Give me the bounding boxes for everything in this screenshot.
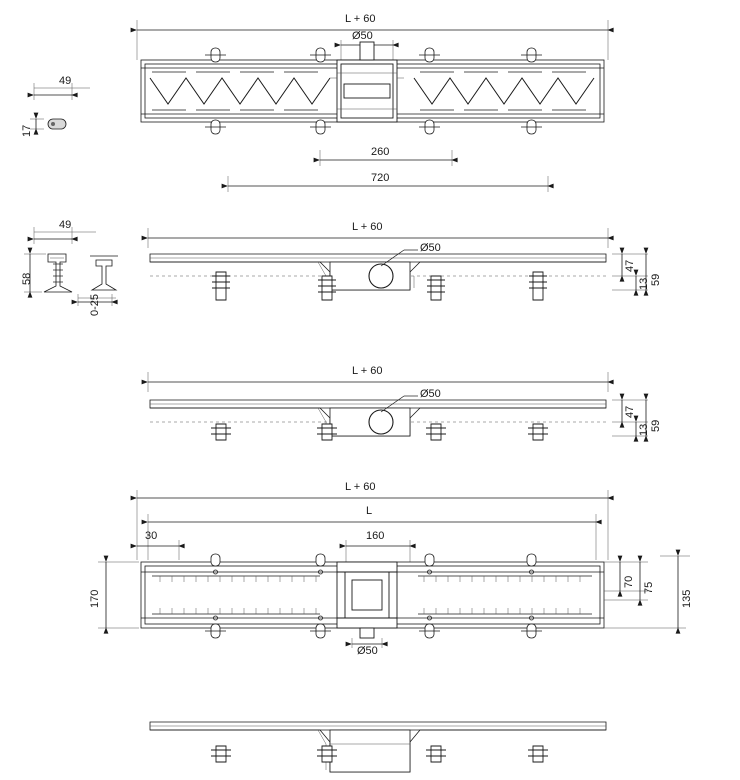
label-v2-overall: L + 60 [352, 221, 383, 233]
label-v1-left-offset: 49 [59, 75, 72, 87]
label-v4-right-135: 135 [681, 589, 693, 608]
label-v2-right-47: 47 [624, 259, 636, 272]
label-v4-overall: L + 60 [345, 481, 376, 493]
label-v4-outlet: Ø50 [357, 645, 378, 657]
label-v2-leg-height: 58 [21, 272, 33, 285]
label-v2-right-13: 13 [638, 277, 650, 290]
dim-line-v4-160 [346, 540, 410, 562]
label-v4-right-70: 70 [623, 575, 635, 588]
dim-line-v4-30 [137, 540, 179, 560]
label-v2-right-59: 59 [650, 273, 662, 286]
label-v4-length: L [366, 505, 373, 517]
label-v4-left-30: 30 [145, 530, 158, 542]
label-v3-outlet: Ø50 [420, 388, 441, 400]
label-v1-overall: L + 60 [345, 13, 376, 25]
label-v3-right-59: 59 [650, 419, 662, 432]
label-v1-height-small: 17 [21, 124, 33, 137]
dim-line-v4-overall [137, 490, 608, 560]
label-v2-outlet: Ø50 [420, 242, 441, 254]
detail-foot-assembly [21, 227, 118, 306]
label-v2-leg-adjust: 0-25 [89, 293, 101, 316]
label-v4-inner-160: 160 [366, 530, 385, 542]
label-v3-right-47: 47 [624, 405, 636, 418]
label-v4-right-75: 75 [643, 581, 655, 594]
label-v1-inner-b: 720 [371, 172, 390, 184]
dim-v4-170 [98, 562, 139, 628]
label-v4-height-170: 170 [89, 589, 101, 608]
detail-seal-piece [30, 83, 90, 129]
label-v3-right-13: 13 [638, 423, 650, 436]
label-v2-left-offset: 49 [59, 219, 72, 231]
label-v1-outlet: Ø50 [352, 30, 373, 42]
label-v3-overall: L + 60 [352, 365, 383, 377]
label-v1-inner-a: 260 [371, 146, 390, 158]
